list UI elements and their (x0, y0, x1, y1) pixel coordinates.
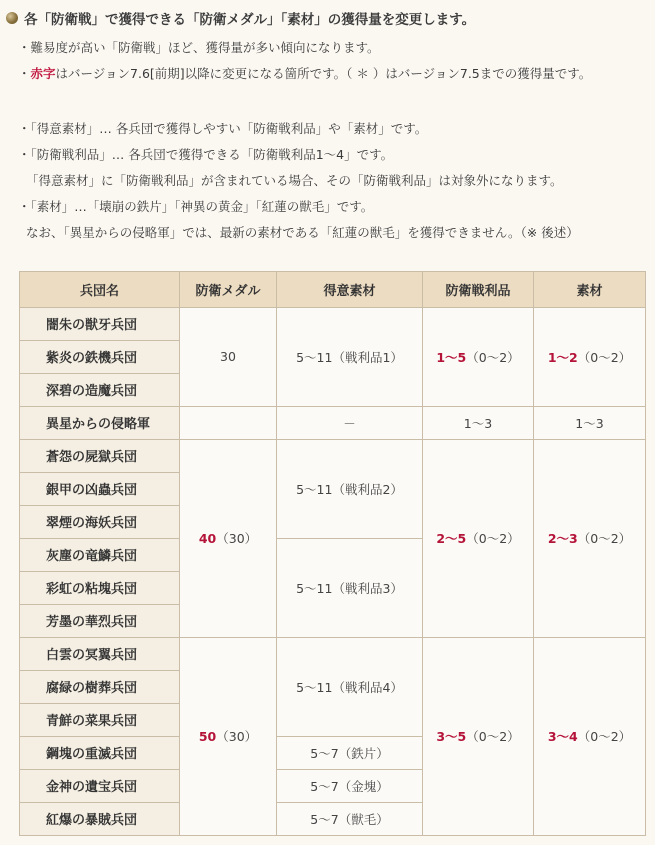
sozai-new-value: 1～2 (547, 349, 578, 365)
sozai-new-value: 2～3 (547, 531, 578, 547)
header-cell: 防衛戦利品 (423, 272, 534, 308)
header-cell: 素材 (534, 272, 646, 308)
tokui-cell: 5～7（獣毛） (277, 802, 423, 835)
note-line-3: ・「得意素材」… 各兵団で獲得しやすい「防衛戦利品」や「素材」です。 (18, 121, 428, 136)
senri-new-value: 1～5 (436, 349, 467, 365)
medal-new-value: 40 (198, 531, 217, 547)
tokui-cell: 5～11（戦利品3） (277, 538, 423, 637)
tokui-cell: 5～7（金塊） (277, 769, 423, 802)
senri-cell: 1～3 (423, 406, 534, 439)
note-line-2-rest: はバージョン7.6[前期]以降に変更になる箇所です。（ ＊ ）はバージョン7.5までの獲得量です。 (55, 66, 592, 81)
senri-cell (423, 637, 534, 835)
note-line-2-prefix: ・ (18, 66, 31, 81)
note-line-4: ・「防衛戦利品」… 各兵団で獲得できる「防衛戦利品1～4」です。 (18, 147, 394, 162)
sozai-cell: 1～3 (534, 406, 646, 439)
table-row (20, 406, 646, 439)
table-row (20, 439, 646, 472)
senri-old-value: （0～2） (466, 349, 520, 365)
corps-name: 腐緑の樹葬兵団 (20, 670, 180, 703)
corps-name: 銀甲の凶蟲兵団 (20, 472, 180, 505)
table-row (20, 307, 646, 340)
note-line-6: ・「素材」…「壊崩の鉄片」「神異の黄金」「紅蓮の獣毛」です。 (18, 199, 374, 214)
sozai-cell (534, 307, 646, 406)
header-cell: 得意素材 (277, 272, 423, 308)
note-line-7: なお、「異星からの侵略軍」では、最新の素材である「紅蓮の獣毛」を獲得できません。（※ 後述） (26, 225, 579, 240)
tokui-cell: 5～11（戦利品1） (277, 307, 423, 406)
tokui-cell: 5～7（鉄片） (277, 736, 423, 769)
medal-new-value: 50 (198, 729, 217, 745)
sozai-cell (534, 439, 646, 637)
corps-name: 紅爆の暴賊兵団 (20, 802, 180, 835)
sozai-old-value: （0～2） (577, 729, 632, 745)
corps-name: 金神の遺宝兵団 (20, 769, 180, 802)
medal-cell: 30 (180, 307, 277, 406)
red-text-label: 赤字 (30, 66, 56, 81)
senri-new-value: 3～5 (436, 729, 467, 745)
note-line-5: 「得意素材」に「防衛戦利品」が含まれている場合、その「防衛戦利品」は対象外になります。 (26, 173, 563, 188)
corps-name: 鋼塊の重滅兵団 (20, 736, 180, 769)
medal-old-value: （30） (216, 729, 258, 745)
tokui-cell: 5～11（戦利品2） (277, 439, 423, 538)
notice-heading (6, 8, 475, 28)
sozai-new-value: 3～4 (547, 729, 578, 745)
medal-cell (180, 637, 277, 835)
corps-name: 彩虹の粘塊兵団 (20, 571, 180, 604)
header-cell: 兵団名 (20, 272, 180, 308)
table-row (20, 637, 646, 670)
table-header-row (20, 272, 646, 308)
sozai-old-value: （0～2） (577, 349, 632, 365)
medal-old-value: （30） (216, 531, 258, 547)
sozai-cell (534, 637, 646, 835)
corps-name: 蒼怨の屍獄兵団 (20, 439, 180, 472)
corps-name: 灰塵の竜鱗兵団 (20, 538, 180, 571)
header-cell: 防衛メダル (180, 272, 277, 308)
corps-name: 異星からの侵略軍 (20, 406, 180, 439)
medal-cell (180, 439, 277, 637)
note-line-1: ・難易度が高い「防衛戦」ほど、獲得量が多い傾向になります。 (18, 40, 380, 55)
corps-name: 深碧の造魔兵団 (20, 373, 180, 406)
senri-old-value: （0～2） (466, 531, 520, 547)
senri-new-value: 2～5 (436, 531, 467, 547)
senri-cell (423, 307, 534, 406)
reward-table (19, 271, 646, 836)
medal-cell-empty (180, 406, 277, 439)
senri-old-value: （0～2） (466, 729, 520, 745)
corps-name: 青鮮の菜果兵団 (20, 703, 180, 736)
tokui-cell: 5～11（戦利品4） (277, 637, 423, 736)
corps-name: 翠煙の海妖兵団 (20, 505, 180, 538)
sozai-old-value: （0～2） (577, 531, 632, 547)
senri-cell (423, 439, 534, 637)
note-line-2 (18, 64, 591, 82)
round-bullet-icon (6, 12, 18, 24)
tokui-cell: － (277, 406, 423, 439)
corps-name: 芳墨の華烈兵団 (20, 604, 180, 637)
corps-name: 白雲の冥翼兵団 (20, 637, 180, 670)
corps-name: 闇朱の獣牙兵団 (20, 307, 180, 340)
heading-text: 各「防衛戦」で獲得できる「防衛メダル」「素材」の獲得量を変更します。 (24, 12, 476, 28)
corps-name: 紫炎の鉄機兵団 (20, 340, 180, 373)
